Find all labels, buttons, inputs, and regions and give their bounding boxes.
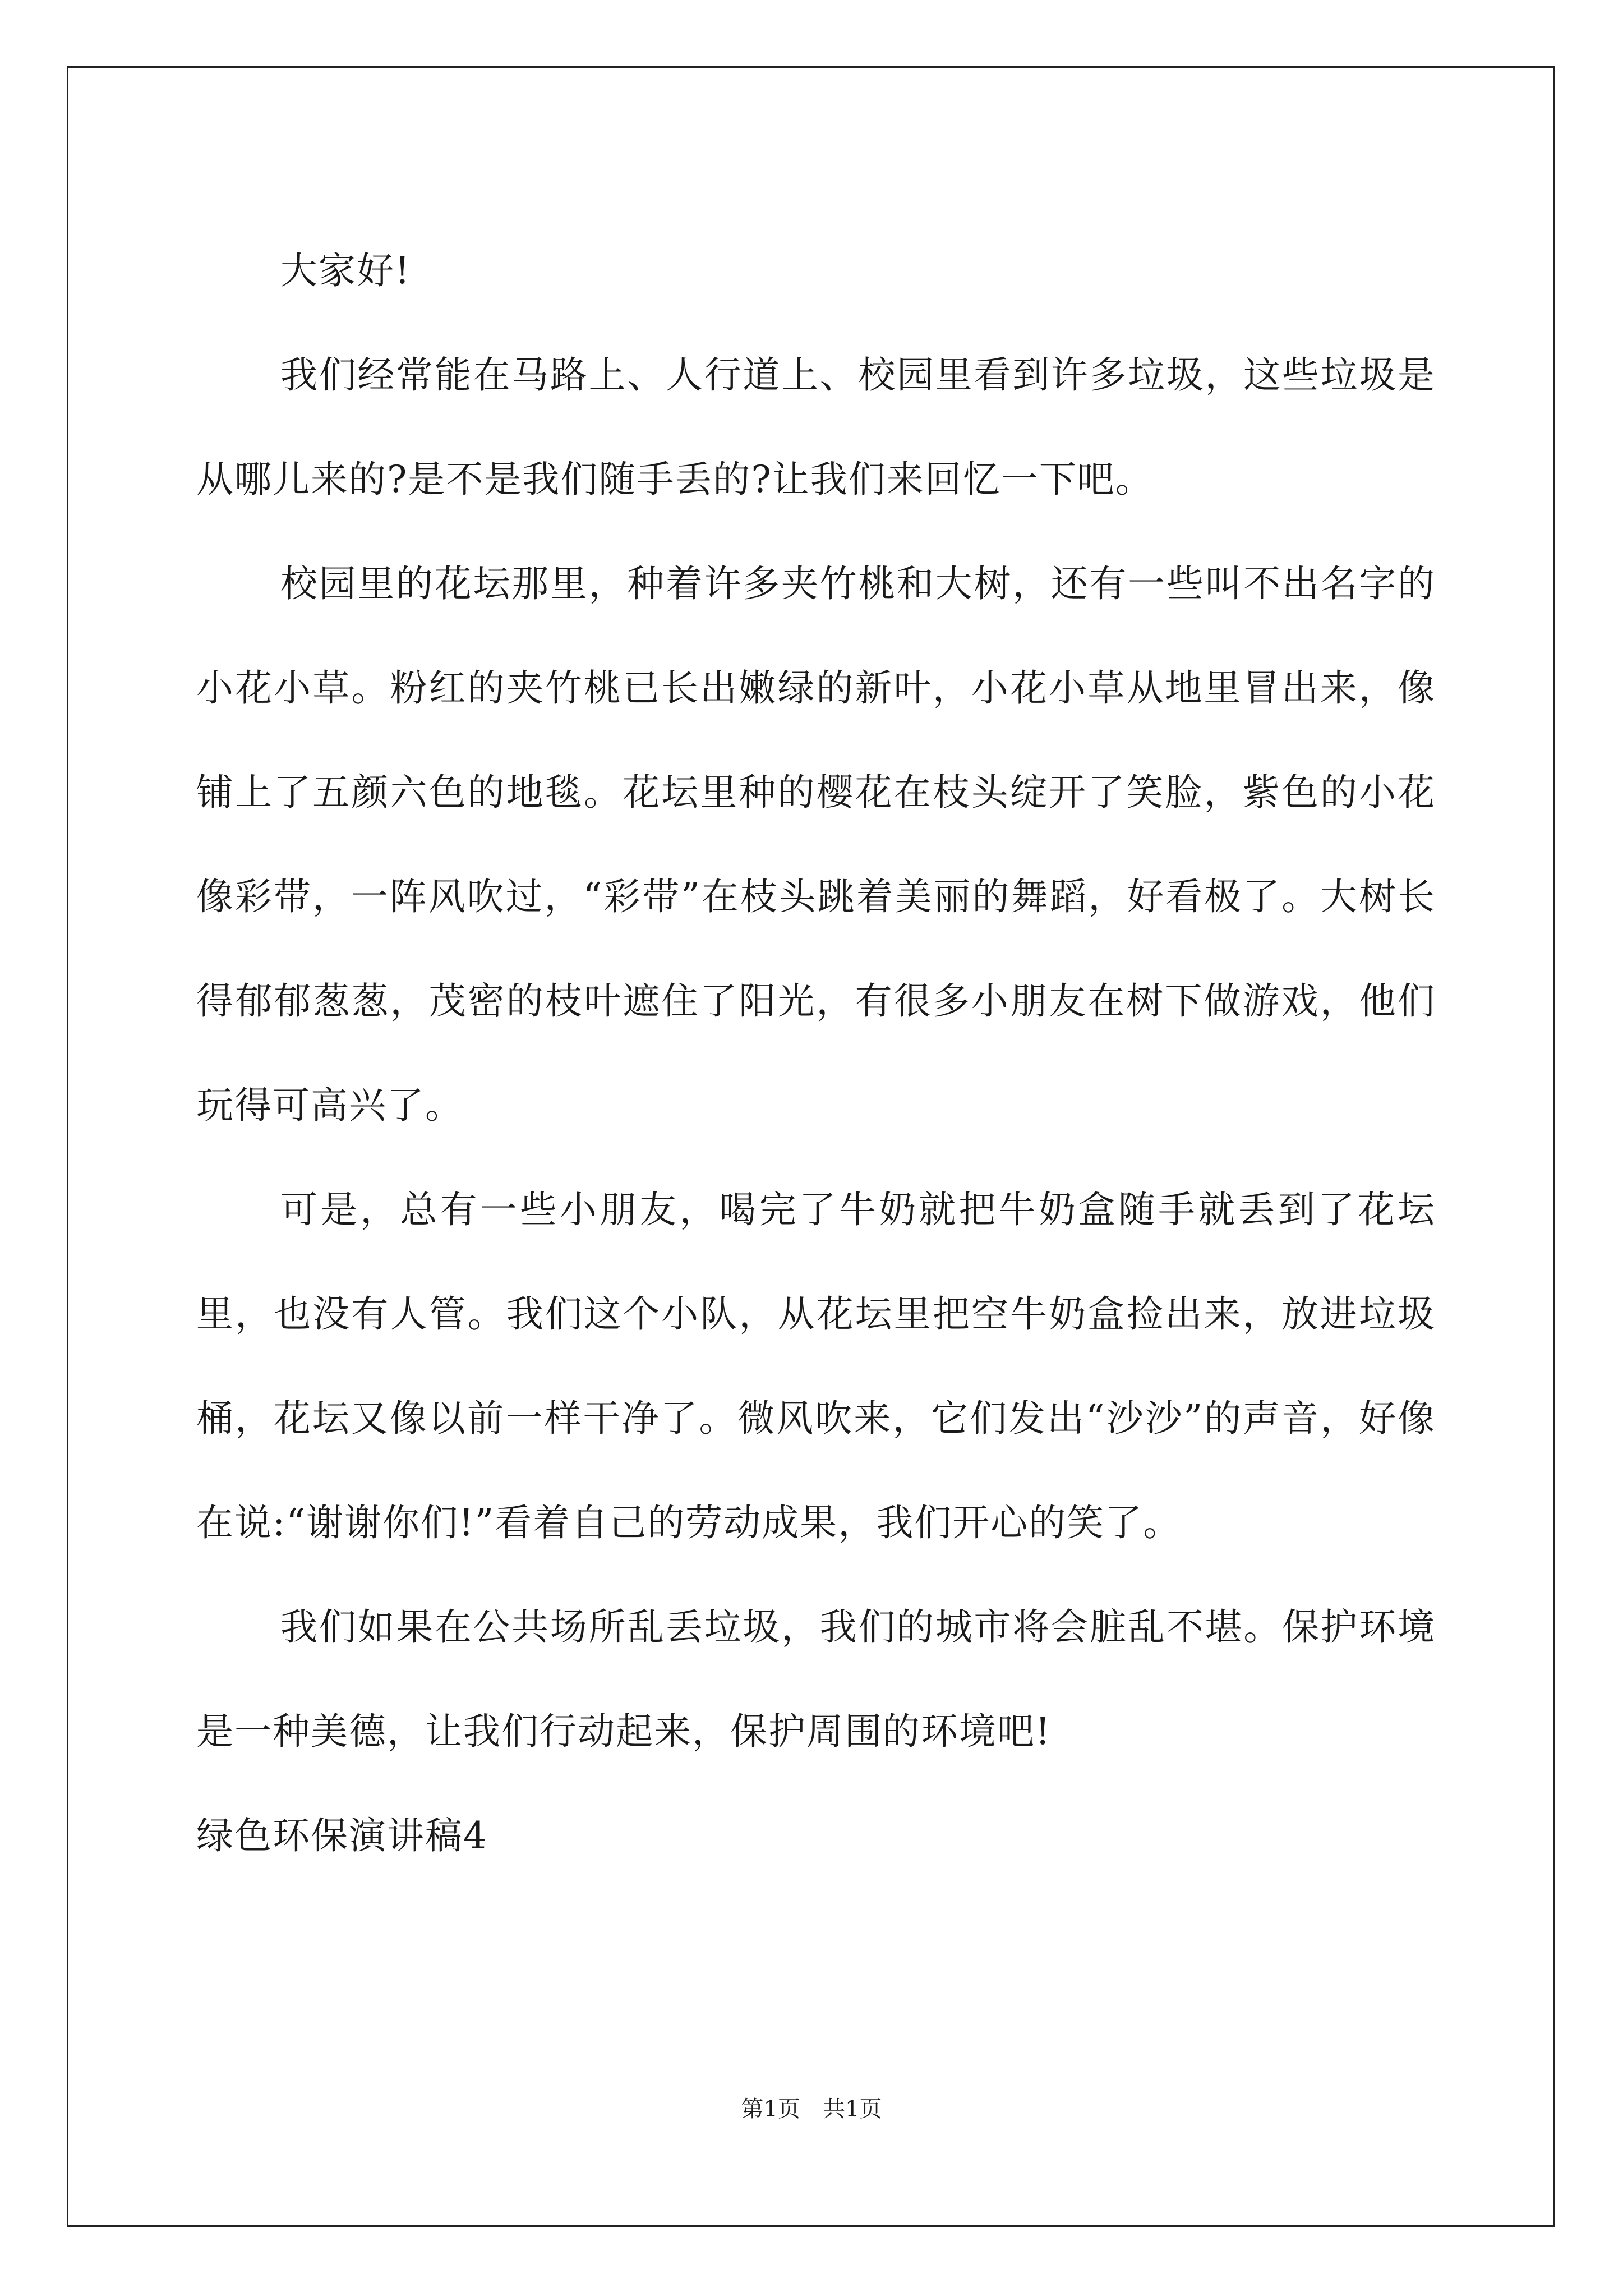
paragraph-litter-question: 我们经常能在马路上、人行道上、校园里看到许多垃圾，这些垃圾是从哪儿来的?是不是我们随手丢的?让我们来回忆一下吧。 (196, 353, 1436, 501)
paragraph-conclusion: 我们如果在公共场所乱丢垃圾，我们的城市将会脏乱不堪。保护环境是一种美德，让我们行动起来，保护周围的环境吧! (196, 1605, 1436, 1753)
section-heading: 绿色环保演讲稿4 (196, 1814, 488, 1857)
paragraph-milk-cartons: 可是，总有一些小朋友，喝完了牛奶就把牛奶盒随手就丢到了花坛里，也没有人管。我们这个小队，从花坛里把空牛奶盒捡出来，放进垃圾桶，花坛又像以前一样干净了。微风吹来，它们发出“沙沙”的声音，好像在说:“谢谢你们!”看着自己的劳动成果，我们开心的笑了。 (196, 1188, 1436, 1544)
document-body (196, 219, 1436, 1888)
page-footer: 第1页 共1页 (741, 2096, 882, 2122)
greeting-paragraph: 大家好! (280, 249, 411, 292)
paragraph-flower-bed: 校园里的花坛那里，种着许多夹竹桃和大树，还有一些叫不出名字的小花小草。粉红的夹竹桃已长出嫩绿的新叶，小花小草从地里冒出来，像铺上了五颜六色的地毯。花坛里种的樱花在枝头绽开了笑脸，紫色的小花像彩带，一阵风吹过，“彩带”在枝头跳着美丽的舞蹈，好看极了。大树长得郁郁葱葱，茂密的枝叶遮住了阳光，有很多小朋友在树下做游戏，他们玩得可高兴了。 (196, 562, 1436, 1127)
